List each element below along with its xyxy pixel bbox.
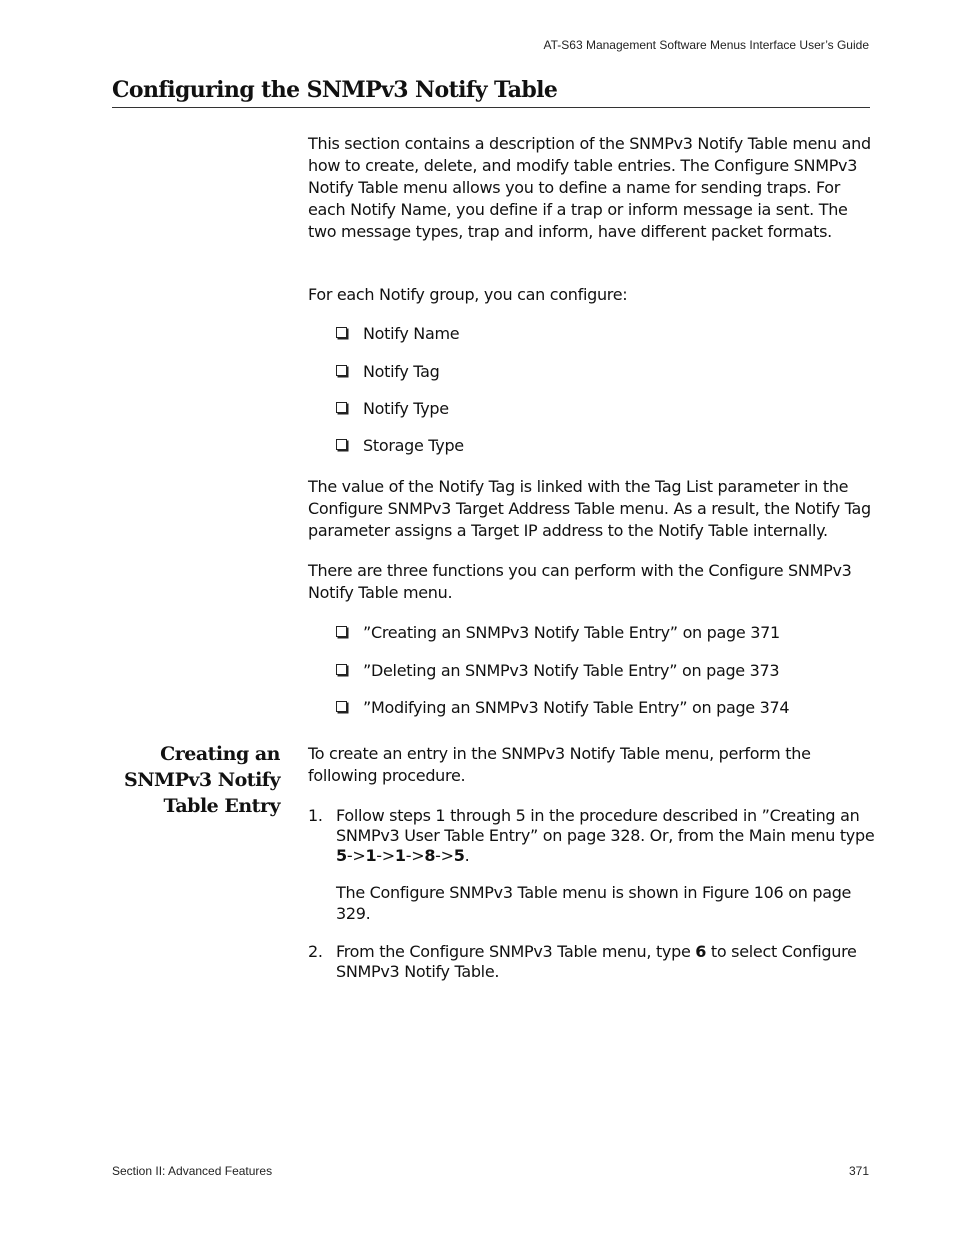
checkbox-bullet-icon (336, 626, 347, 637)
checkbox-bullet-icon (336, 365, 347, 376)
step-1-note: The Configure SNMPv3 Table menu is shown in Figure 106 on page 329. (336, 883, 852, 923)
running-header: AT-S63 Management Software Menus Interface User’s Guide (543, 38, 869, 52)
configure-lead: For each Notify group, you can configure: (308, 285, 628, 304)
page-number: 371 (848, 1164, 869, 1178)
checkbox-bullet-icon (336, 327, 347, 338)
list-item: Storage Type (336, 435, 464, 457)
step-text: From the Configure SNMPv3 Table menu, type 6 to select Configure SNMPv3 Notify Table. (336, 942, 857, 981)
intro-paragraph: This section contains a description of the SNMPv3 Notify Table menu and how to create, delete, and modify table entries. The Configure SNMPv3 Notify Table menu allows you to define a name for sending traps. For each Notify Name, you define if a trap or inform message ia sent. The two message types, trap and inform, have different packet formats. (308, 134, 871, 241)
subsection-intro: To create an entry in the SNMPv3 Notify Table menu, perform the following procedure. (308, 744, 811, 785)
checkbox-bullet-icon (336, 402, 347, 413)
section-title: Configuring the SNMPv3 Notify Table (112, 77, 870, 108)
list-item: Notify Name (336, 323, 459, 345)
list-item: ”Modifying an SNMPv3 Notify Table Entry” on page 374 (336, 697, 789, 719)
functions-lead: There are three functions you can perform with the Configure SNMPv3 Notify Table menu. (308, 561, 852, 602)
menu-path: 5->1->1->8->5. (336, 846, 470, 865)
step-text: Follow steps 1 through 5 in the procedure described in ”Creating an SNMPv3 User Table Entry” on page 328. Or, from the Main menu type 5->1->1->8->5. (336, 806, 875, 865)
checkbox-bullet-icon (336, 701, 347, 712)
list-item: ”Creating an SNMPv3 Notify Table Entry” on page 371 (336, 622, 780, 644)
list-item: Notify Type (336, 398, 449, 420)
step-number: 2. (308, 942, 323, 961)
list-item: ”Deleting an SNMPv3 Notify Table Entry” on page 373 (336, 660, 779, 682)
running-footer: Section II: Advanced Features (112, 1164, 273, 1178)
list-item: Notify Tag (336, 361, 439, 383)
subsection-heading: Creating an SNMPv3 Notify Table Entry (123, 743, 280, 817)
step-number: 1. (308, 806, 323, 825)
checkbox-bullet-icon (336, 664, 347, 675)
tag-paragraph: The value of the Notify Tag is linked with the Tag List parameter in the Configure SNMPv3 Target Address Table menu. As a result, the Notify Tag parameter assigns a Target IP address to the Notify Table internally. (308, 477, 871, 540)
checkbox-bullet-icon (336, 439, 347, 450)
